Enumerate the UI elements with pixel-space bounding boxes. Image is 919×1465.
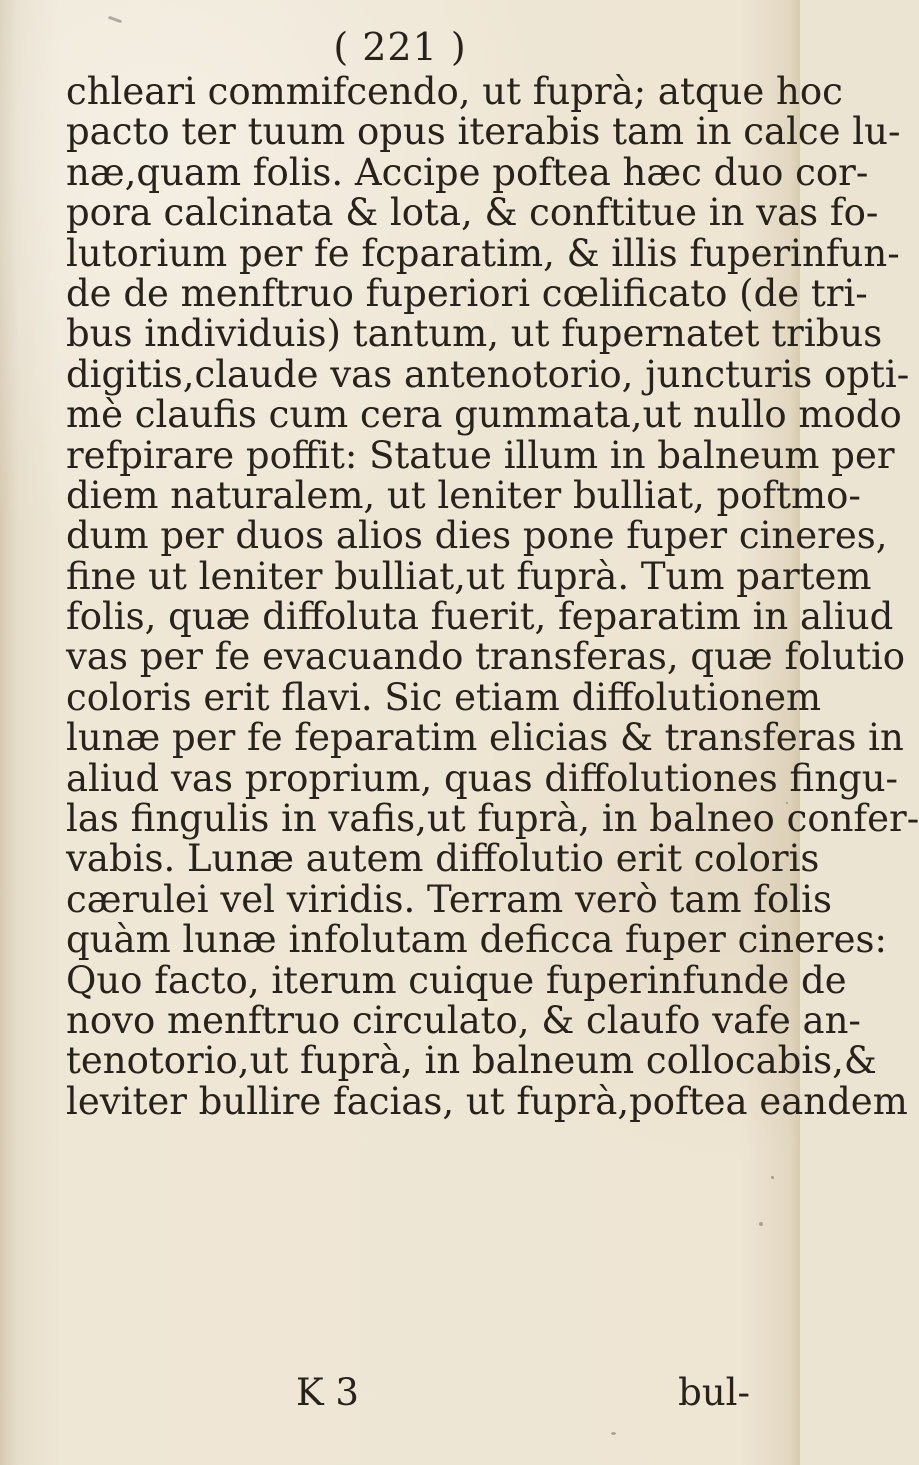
- text-line: mè claufis cum cera gummata,ut nullo modo: [66, 393, 902, 437]
- text-line: diem naturalem, ut leniter bulliat, poftmo-: [66, 473, 861, 517]
- text-line: cærulei vel viridis. Terram verò tam folis: [66, 877, 832, 921]
- text-line: pacto ter tuum opus iterabis tam in calce lu-: [66, 110, 901, 154]
- text-line: quàm lunæ infolutam deficca fuper cineres:: [66, 918, 887, 962]
- signature-mark: K 3: [296, 1371, 359, 1414]
- text-line: lutorium per fe fcparatim, & illis fuperinfun-: [66, 231, 900, 275]
- text-line: vas per fe evacuando transferas, quæ folutio: [66, 635, 906, 679]
- text-line: dum per duos alios dies pone fuper cineres,: [66, 514, 888, 558]
- text-line: tenotorio,ut fuprà, in balneum collocabis,&: [66, 1039, 877, 1083]
- text-line: novo menftruo circulato, & claufo vafe an-: [66, 998, 861, 1042]
- text-line: bus individuis) tantum, ut fupernatet tribus: [66, 312, 883, 356]
- text-line: næ,quam folis. Accipe poftea hæc duo cor-: [66, 150, 869, 194]
- page-footer: [66, 1373, 760, 1413]
- ink-speck: [108, 16, 122, 24]
- ink-speck: [759, 1222, 763, 1226]
- page-number: ( 221 ): [333, 25, 467, 69]
- text-line: pora calcinata & lota, & conftitue in vas fo-: [66, 191, 879, 235]
- ink-speck: [611, 1432, 616, 1435]
- text-line: folis, quæ diffoluta fuerit, feparatim in aliud: [66, 595, 894, 639]
- text-line: vabis. Lunæ autem diffolutio erit coloris: [66, 837, 820, 881]
- text-line: digitis,claude vas antenotorio, juncturis opti-: [66, 352, 910, 396]
- text-line: coloris erit flavi. Sic etiam diffolutionem: [66, 675, 822, 719]
- text-line: leviter bullire facias, ut fuprà,poftea eandem: [66, 1079, 908, 1123]
- text-line: chleari commifcendo, ut fuprà; atque hoc: [66, 70, 843, 113]
- text-line: Quo facto, iterum cuique fuperinfunde de: [66, 958, 847, 1002]
- text-line: aliud vas proprium, quas diffolutiones fingu-: [66, 756, 899, 800]
- text-line: las fingulis in vafis,ut fuprà, in balneo confer-: [66, 797, 919, 841]
- text-line: fine ut leniter bulliat,ut fuprà. Tum partem: [66, 554, 872, 598]
- text-line: de de menftruo fuperiori cœlificato (de tri-: [66, 271, 868, 315]
- main-text-block: [66, 70, 919, 1123]
- text-line: refpirare poffit: Statue illum in balneum per: [66, 433, 895, 477]
- catchword: bul-: [678, 1371, 750, 1414]
- ink-speck: [771, 1176, 774, 1179]
- text-line: lunæ per fe feparatim elicias & transferas in: [66, 716, 904, 760]
